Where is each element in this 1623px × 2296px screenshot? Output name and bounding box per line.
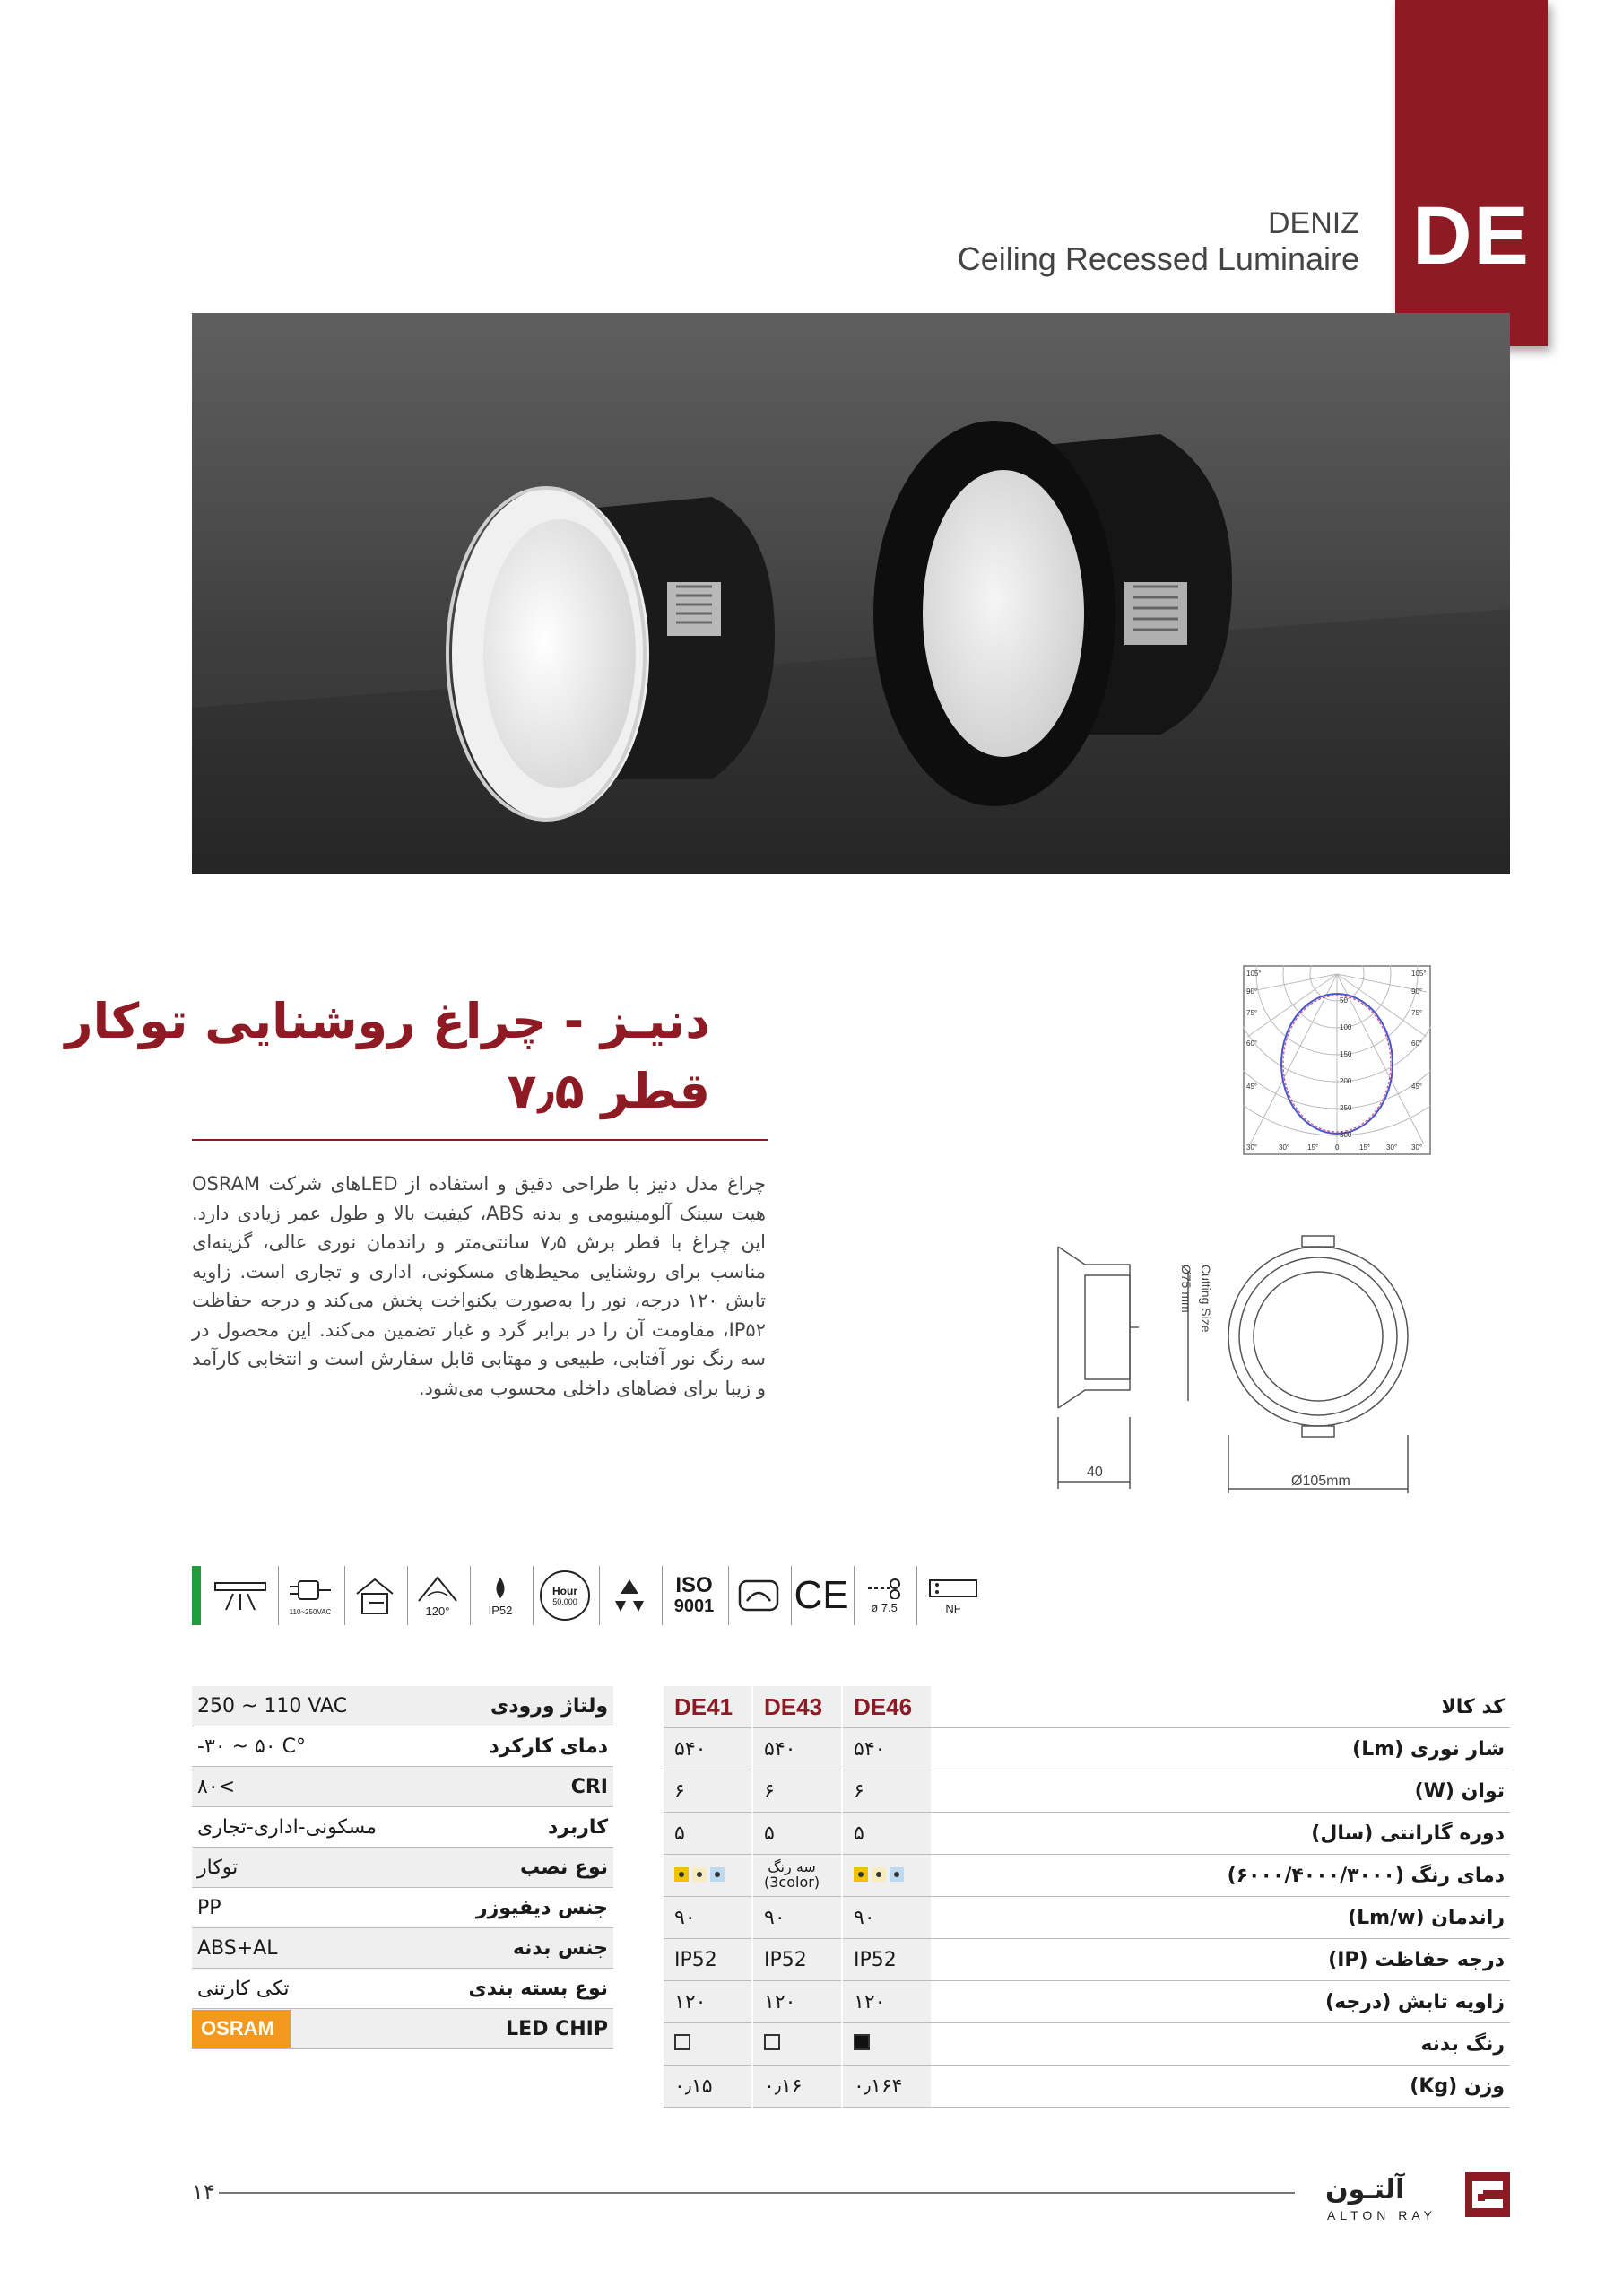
cutting-icon: ø 7.5	[854, 1566, 914, 1625]
page-number: ۱۴	[192, 2179, 215, 2205]
angle-left-label: 75°	[1246, 1009, 1258, 1017]
cool-dot	[890, 1867, 904, 1882]
table-row: ۹۰ ۹۰ ۹۰ راندمان (Lm/w)	[663, 1897, 1510, 1939]
ring-label: 150	[1340, 1050, 1352, 1058]
angle-left-label: 105°	[1246, 970, 1262, 978]
spec-row: 250 ~ 110 VAC ولتاژ ورودی	[192, 1686, 613, 1726]
neutral-dot	[692, 1867, 707, 1882]
general-specs-table	[192, 1686, 613, 2049]
spec-row: ABS+AL جنس بدنه	[192, 1928, 613, 1969]
voltage-icon: 110~250VAC	[278, 1566, 342, 1625]
bottom-angle-label: 15°	[1359, 1144, 1371, 1152]
table-row: DE41 DE43 DE46 کد کالا	[663, 1686, 1510, 1728]
table-row: ۱۲۰ ۱۲۰ ۱۲۰ زاویه تابش (درجه)	[663, 1981, 1510, 2023]
spec-row: ۸۰< CRI	[192, 1767, 613, 1807]
table-row: ۵۴۰ ۵۴۰ ۵۴۰ شار نوری (Lm)	[663, 1728, 1510, 1770]
angle-right-label: 60°	[1411, 1039, 1423, 1048]
standard-icon	[728, 1566, 788, 1625]
indoor-icon	[344, 1566, 404, 1625]
ring-label: 250	[1340, 1104, 1352, 1112]
feature-icons	[192, 1566, 1017, 1625]
brand-name-fa: آلتـون	[1325, 2174, 1405, 2205]
spec-row: تکی کارتنی نوع بسته بندی	[192, 1969, 613, 2009]
ring-label: 200	[1340, 1077, 1352, 1085]
table-row: ۶ ۶ ۶ توان (W)	[663, 1770, 1510, 1813]
three-color-label: سه رنگ (3color)	[764, 1857, 820, 1891]
photometric-diagram	[1243, 965, 1431, 1155]
brand-logo-icon	[1463, 2170, 1512, 2219]
warm-dot	[674, 1867, 689, 1882]
product-photo	[192, 313, 1510, 874]
ce-icon: CE	[791, 1566, 851, 1625]
angle-right-label: 75°	[1411, 1009, 1423, 1017]
footer-rule	[219, 2192, 1295, 2194]
angle-120-icon: 120°	[407, 1566, 467, 1625]
table-row: IP52 IP52 IP52 درجه حفاظت (IP)	[663, 1939, 1510, 1981]
models-table	[662, 1686, 1510, 2108]
product-photo-svg	[192, 313, 1510, 874]
angle-left-label: 45°	[1246, 1083, 1258, 1091]
angle-left-label: 60°	[1246, 1039, 1258, 1048]
angle-right-label: 90°	[1411, 987, 1423, 996]
table-row: سه رنگ (3color) دمای رنگ (۶۰۰۰/۴۰۰۰/۳۰۰۰)	[663, 1855, 1510, 1897]
technical-drawing	[1049, 1229, 1426, 1498]
beam-angle-icon	[206, 1566, 274, 1625]
white-body-swatch	[764, 2034, 780, 2050]
angle-left-label: 30°	[1246, 1144, 1258, 1152]
product-description: چراغ مدل دنیز با طراحی دقیق و استفاده از LEDهای شرکت OSRAM هیت سینک آلومینیومی و بدنه ABS، کیفیت بالا و طول عمر زیادی دارد. این چراغ با قطر برش ۷٫۵ سانتی‌متر و راندمان نوری عالی، گزینه‌ای مناسب برای روشنایی محیط‌های مسکونی، اداری و تجاری است. زاویه تابش ۱۲۰ درجه، نور را به‌صورت یکنواخت پخش می‌کند و درجه حفاظت IP۵۲، مقاومت آن را در برابر گرد و غبار تضمین می‌کند. این محصول در سه رنگ نور آفتابی، طبیعی و مهتابی قابل سفارش است و انتخابی کارآمد و زیبا برای فضاهای داخلی محسوب می‌شود.	[192, 1173, 767, 1399]
title-divider	[192, 1139, 768, 1141]
spec-row: مسکونی-اداری-تجاری کاربرد	[192, 1807, 613, 1848]
warm-dot	[854, 1867, 868, 1882]
angle-left-label: 90°	[1246, 987, 1258, 996]
osram-badge: OSRAM	[192, 2010, 291, 2048]
angle-right-label: 105°	[1411, 970, 1427, 978]
recycle-icon	[599, 1566, 659, 1625]
white-body-swatch	[674, 2034, 690, 2050]
cutting-label: Cutting Size	[1199, 1265, 1213, 1333]
model-subtitle: Ceiling Recessed Luminaire	[957, 240, 1359, 277]
spec-row: -۳۰ ~ ۵۰ C° دمای کارکرد	[192, 1726, 613, 1767]
product-title	[65, 987, 710, 1126]
bottom-angle-label: 15°	[1307, 1144, 1319, 1152]
angle-right-label: 45°	[1411, 1083, 1423, 1091]
series-code: DE	[1412, 190, 1531, 282]
title-line-2: قطر ۷٫۵	[507, 1063, 710, 1119]
color-temp-dots	[854, 1867, 904, 1882]
ring-label: 100	[1340, 1023, 1352, 1031]
ring-label: 50	[1340, 996, 1348, 1004]
cutting-value: Ø75 mm	[1179, 1265, 1193, 1313]
bottom-angle-label: 0	[1335, 1144, 1340, 1152]
bottom-angle-label: 30°	[1279, 1144, 1290, 1152]
angle-right-label: 30°	[1411, 1144, 1423, 1152]
nf-icon: NF	[916, 1566, 989, 1625]
ring-label: 300	[1340, 1131, 1352, 1139]
hour-icon: Hour 50.000	[533, 1566, 596, 1625]
diameter-dim: Ø105mm	[1291, 1474, 1350, 1489]
bottom-angle-label: 30°	[1386, 1144, 1398, 1152]
series-tab	[1395, 0, 1548, 346]
table-row: ۵ ۵ ۵ دوره گارانتی (سال)	[663, 1813, 1510, 1855]
neutral-dot	[872, 1867, 886, 1882]
title-line-1: دنیـز - چراغ روشنایی توکار	[65, 993, 710, 1049]
spec-row: OSRAM LED CHIP	[192, 2009, 613, 2049]
cool-dot	[710, 1867, 725, 1882]
brand-name-en: ALTON RAY	[1327, 2208, 1437, 2222]
black-body-swatch	[854, 2034, 870, 2050]
depth-dim: 40	[1087, 1465, 1103, 1480]
model-name: DENIZ	[1268, 206, 1359, 240]
color-temp-dots	[674, 1867, 725, 1882]
table-row: رنگ بدنه	[663, 2023, 1510, 2066]
iso-icon: ISO 9001	[662, 1566, 725, 1625]
table-row: ۰٫۱۵ ۰٫۱۶ ۰٫۱۶۴ وزن (Kg)	[663, 2066, 1510, 2108]
ip52-icon: IP52	[470, 1566, 530, 1625]
spec-row: توکار نوع نصب	[192, 1848, 613, 1888]
spec-row: PP جنس دیفیوزر	[192, 1888, 613, 1928]
